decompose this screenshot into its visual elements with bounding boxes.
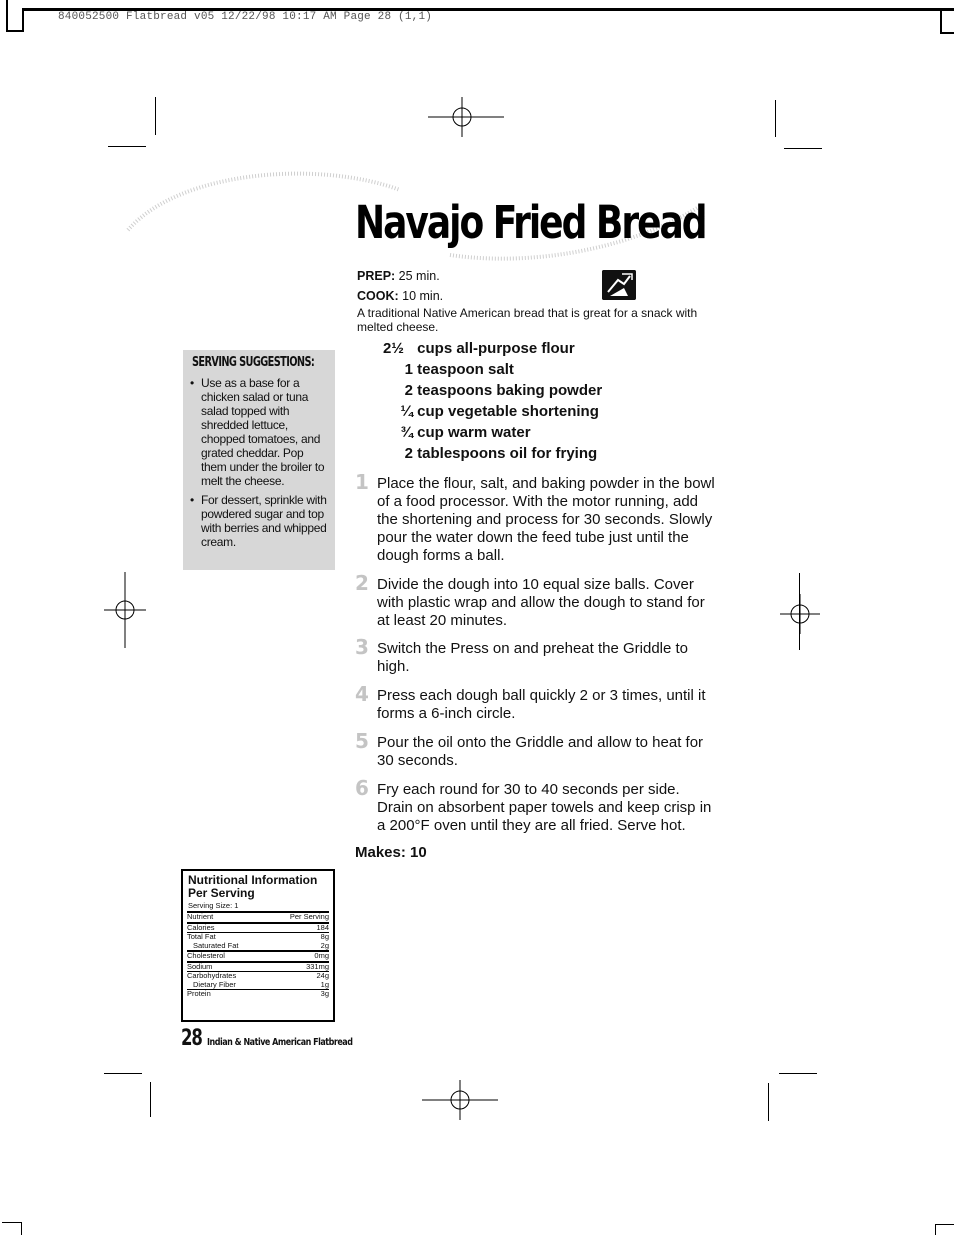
table-row: Saturated Fat 2g (193, 940, 329, 950)
registration-mark-icon (780, 594, 820, 634)
ingredient-row: ¼ cup vegetable shortening (400, 403, 599, 420)
table-row: Carbohydrates 24g (187, 971, 329, 980)
crop-mark (6, 0, 8, 32)
step-5 (355, 729, 717, 770)
crop-mark (779, 1073, 817, 1074)
table-row: Dietary Fiber 1g (193, 979, 329, 989)
recipe-title: Navajo Fried Bread (355, 196, 706, 249)
table-row: Cholesterol 0mg (187, 951, 329, 960)
step-number: 6 (355, 776, 369, 800)
crop-mark (784, 148, 822, 149)
step-number: 1 (355, 470, 369, 494)
crop-mark (104, 1073, 142, 1074)
step-1 (355, 470, 717, 565)
list-item: • Use as a base for a chicken salad or tuna salad topped with shredded lettuce, chopped tomatoes, and grated cheddar. Pop them under the broiler to melt the cheese. (190, 376, 330, 488)
ingredient-row: 2½ cups all-purpose flour (383, 340, 575, 357)
page-number: 28 (181, 1026, 202, 1051)
table-header: Nutrient Per Serving (187, 912, 329, 921)
nutrition-panel (181, 869, 335, 1022)
step-6 (355, 776, 717, 835)
step-number: 3 (355, 635, 369, 659)
serving-size: Serving Size: 1 (188, 901, 239, 910)
crop-mark (155, 97, 156, 135)
step-text: Switch the Press on and preheat the Griddle to high. (377, 640, 689, 675)
step-number: 4 (355, 682, 369, 706)
list-item: • For dessert, sprinkle with powdered sugar and top with berries and whipped cream. (190, 493, 330, 549)
registration-mark-icon (422, 1080, 498, 1120)
ingredient-row: 2 teaspoons baking powder (404, 382, 603, 399)
crop-mark (935, 1224, 954, 1225)
serving-suggestions-title: SERVING SUGGESTIONS: (192, 355, 315, 370)
crop-mark (775, 100, 776, 137)
page-footer (181, 1026, 389, 1051)
registration-mark-icon (104, 572, 146, 648)
press-appliance-icon (602, 270, 636, 300)
ingredient-row: 2 tablespoons oil for frying (404, 445, 598, 462)
step-text: Pour the oil onto the Griddle and allow to heat for 30 seconds. (377, 734, 704, 769)
recipe-intro: A traditional Native American bread that is great for a snack with melted cheese. (357, 306, 698, 334)
prep-time: PREP: 25 min. (357, 269, 440, 283)
table-row: Protein 3g (187, 989, 329, 998)
crop-mark (935, 1224, 936, 1235)
crop-mark (768, 1083, 769, 1121)
step-text: Divide the dough into 10 equal size balls. Cover with plastic wrap and allow the dough to stand for at least 20 minutes. (377, 576, 705, 629)
cook-time: COOK: 10 min. (357, 289, 444, 303)
crop-mark (22, 8, 24, 32)
recipe-times (357, 266, 443, 306)
print-slug: 840052500 Flatbread v05 12/22/98 10:17 AM Page 28 (1,1) (58, 11, 433, 23)
footer-book-title: Indian & Native American Flatbread (207, 1037, 353, 1048)
table-row: Calories 184 (187, 922, 329, 932)
step-text: Fry each round for 30 to 40 seconds per side. Drain on absorbent paper towels and keep crisp in a 200°F oven until they are all fried. Serve hot. (377, 781, 712, 834)
crop-mark (108, 146, 146, 147)
ingredient-row: 1 teaspoon salt (404, 361, 514, 378)
serving-suggestions-list (190, 376, 330, 554)
step-text: Press each dough ball quickly 2 or 3 times, until it forms a 6-inch circle. (377, 687, 706, 722)
crop-mark (2, 1222, 22, 1223)
crop-mark (150, 1082, 151, 1117)
step-2 (355, 571, 717, 630)
crop-mark (6, 30, 22, 32)
step-number: 2 (355, 571, 369, 595)
table-row: Total Fat 8g (187, 932, 329, 941)
step-number: 5 (355, 729, 369, 753)
step-4 (355, 682, 717, 723)
table-row: Sodium 331mg (187, 961, 329, 971)
nutrition-table (187, 911, 329, 999)
registration-mark-icon (428, 97, 504, 137)
crop-mark (940, 10, 942, 34)
nutrition-title: Nutritional Information Per Serving (188, 873, 318, 900)
crop-mark (21, 1222, 22, 1235)
ingredients-list (383, 338, 602, 464)
crop-mark (940, 32, 954, 34)
recipe-yield: Makes: 10 (355, 844, 427, 861)
step-3 (355, 635, 717, 676)
step-text: Place the flour, salt, and baking powder in the bowl of a food processor. With the motor running, add the shortening and process for 30 seconds. Slowly pour the water down the feed tube just until the dough forms a ball. (377, 475, 715, 564)
ingredient-row: ¾ cup warm water (400, 424, 531, 441)
